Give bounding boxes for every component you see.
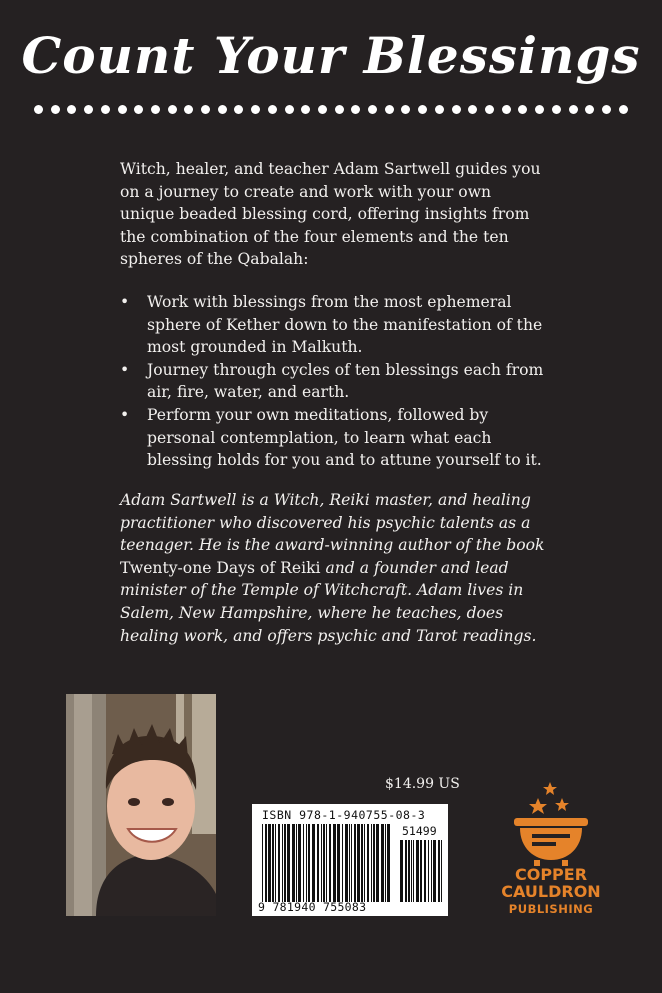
barcode-bar bbox=[287, 824, 290, 902]
bio-text-2: and a founder and lead minister of the Temple of Witchcraft. Adam lives in Salem, New Hampshire, where he teaches, does healing work, and offers psychic and Tarot readings. bbox=[120, 558, 537, 645]
divider-dot bbox=[151, 105, 160, 114]
divider-dot bbox=[134, 105, 143, 114]
barcode-bar bbox=[387, 824, 390, 902]
barcode-bar bbox=[337, 824, 340, 902]
divider-dot bbox=[468, 105, 477, 114]
barcode-bar bbox=[349, 824, 350, 902]
barcode-bar bbox=[278, 824, 280, 902]
barcode-bar bbox=[413, 840, 414, 902]
publisher-name-line2: CAULDRON bbox=[501, 882, 601, 901]
barcode-bar bbox=[420, 840, 422, 902]
divider-dot bbox=[51, 105, 60, 114]
divider-dot bbox=[84, 105, 93, 114]
divider-dot bbox=[569, 105, 578, 114]
divider-dot bbox=[285, 105, 294, 114]
barcode-bar bbox=[272, 824, 274, 902]
barcode-bar bbox=[323, 824, 325, 902]
barcode-bar bbox=[438, 840, 440, 902]
barcode-bar bbox=[321, 824, 322, 902]
divider-dot bbox=[318, 105, 327, 114]
barcode-bar bbox=[416, 840, 419, 902]
barcode-bar bbox=[312, 824, 315, 902]
publisher-logo bbox=[486, 776, 616, 926]
price-label: $14.99 US bbox=[385, 776, 460, 792]
bullet-item: • Perform your own meditations, followed by personal contemplation, to learn what each blessing holds for you and to attune yourself to it. bbox=[120, 404, 550, 472]
barcode-bar bbox=[400, 840, 403, 902]
barcode-bars-icon bbox=[262, 824, 390, 902]
barcode-bar bbox=[284, 824, 286, 902]
author-bio bbox=[120, 489, 550, 647]
barcode-bar bbox=[275, 824, 276, 902]
barcode-bar bbox=[329, 824, 331, 902]
barcode-bar bbox=[361, 824, 363, 902]
divider-dot bbox=[184, 105, 193, 114]
barcode-bar bbox=[381, 824, 384, 902]
barcode-bar bbox=[405, 840, 407, 902]
publisher-name-line1: COPPER bbox=[514, 865, 588, 884]
book-title: Count Your Blessings bbox=[21, 26, 641, 85]
barcode-bar bbox=[308, 824, 310, 902]
divider-dot bbox=[535, 105, 544, 114]
divider-dot bbox=[268, 105, 277, 114]
divider-dot bbox=[335, 105, 344, 114]
divider-dot bbox=[67, 105, 76, 114]
barcode-bar bbox=[424, 840, 426, 902]
barcode-bar bbox=[317, 824, 319, 902]
barcode-bar bbox=[433, 840, 436, 902]
bullet-item: • Work with blessings from the most ephemeral sphere of Kether down to the manifestation of the most grounded in Malkuth. bbox=[120, 291, 550, 359]
divider-dot bbox=[234, 105, 243, 114]
divider-dot bbox=[168, 105, 177, 114]
author-portrait-icon bbox=[66, 694, 216, 916]
barcode-bar bbox=[354, 824, 356, 902]
divider-dot bbox=[101, 105, 110, 114]
divider-dot bbox=[418, 105, 427, 114]
barcode-bar bbox=[306, 824, 307, 902]
divider-dot bbox=[518, 105, 527, 114]
ean-number: 9 781940 755083 bbox=[258, 900, 367, 914]
barcode-bar bbox=[282, 824, 283, 902]
barcode-bar bbox=[376, 824, 379, 902]
barcode-bar bbox=[367, 824, 369, 902]
barcode-bar bbox=[326, 824, 327, 902]
barcode-bar bbox=[431, 840, 432, 902]
price-code: 51499 bbox=[402, 824, 437, 838]
bio-text-1: Adam Sartwell is a Witch, Reiki master, and healing practitioner who discovered his psychic talents as a teenager. He is the award-winning author of the book bbox=[120, 491, 545, 555]
barcode-bar bbox=[268, 824, 271, 902]
barcode-bar bbox=[428, 840, 429, 902]
barcode-bar bbox=[303, 824, 304, 902]
isbn-barcode bbox=[252, 804, 448, 916]
barcode-bar bbox=[351, 824, 352, 902]
divider-dot bbox=[435, 105, 444, 114]
bio-book-title: Twenty-one Days of Reiki bbox=[120, 558, 321, 577]
barcode-bar bbox=[411, 840, 412, 902]
barcode-bar bbox=[296, 824, 297, 902]
barcode-bar bbox=[262, 824, 263, 902]
barcode-bar bbox=[373, 824, 375, 902]
bullet-item: • Journey through cycles of ten blessings each from air, fire, water, and earth. bbox=[120, 359, 550, 404]
divider-dot bbox=[351, 105, 360, 114]
author-photo bbox=[66, 694, 216, 916]
cauldron-icon bbox=[498, 776, 604, 868]
barcode-bar bbox=[265, 824, 267, 902]
blessing-bullet-list bbox=[120, 291, 550, 472]
divider-dot bbox=[485, 105, 494, 114]
divider-dot bbox=[502, 105, 511, 114]
divider-dot bbox=[201, 105, 210, 114]
barcode-bar bbox=[385, 824, 386, 902]
barcode-bar bbox=[357, 824, 360, 902]
book-blurb: Witch, healer, and teacher Adam Sartwell guides you on a journey to create and work with your own unique beaded blessing cord, offering insights from the combination of the four elements and the ten spheres of the Qabalah: bbox=[120, 160, 541, 269]
divider-dot bbox=[301, 105, 310, 114]
barcode-bar bbox=[342, 824, 343, 902]
divider-dot bbox=[619, 105, 628, 114]
divider-dot bbox=[368, 105, 377, 114]
divider-dot bbox=[401, 105, 410, 114]
barcode-bar bbox=[371, 824, 372, 902]
dotted-divider bbox=[34, 103, 628, 115]
barcode-bar bbox=[333, 824, 336, 902]
barcode-bar bbox=[292, 824, 295, 902]
divider-dot bbox=[118, 105, 127, 114]
barcode-bar bbox=[345, 824, 348, 902]
divider-dot bbox=[385, 105, 394, 114]
divider-dot bbox=[585, 105, 594, 114]
divider-dot bbox=[34, 105, 43, 114]
barcode-addon-bars-icon bbox=[400, 840, 442, 902]
isbn-number: ISBN 978-1-940755-08-3 bbox=[262, 808, 426, 822]
barcode-bar bbox=[408, 840, 410, 902]
publisher-name-line3: PUBLISHING bbox=[508, 902, 594, 916]
divider-dot bbox=[251, 105, 260, 114]
divider-dot bbox=[602, 105, 611, 114]
divider-dot bbox=[452, 105, 461, 114]
divider-dot bbox=[552, 105, 561, 114]
barcode-bar bbox=[441, 840, 442, 902]
divider-dot bbox=[218, 105, 227, 114]
barcode-bar bbox=[364, 824, 365, 902]
barcode-bar bbox=[298, 824, 301, 902]
